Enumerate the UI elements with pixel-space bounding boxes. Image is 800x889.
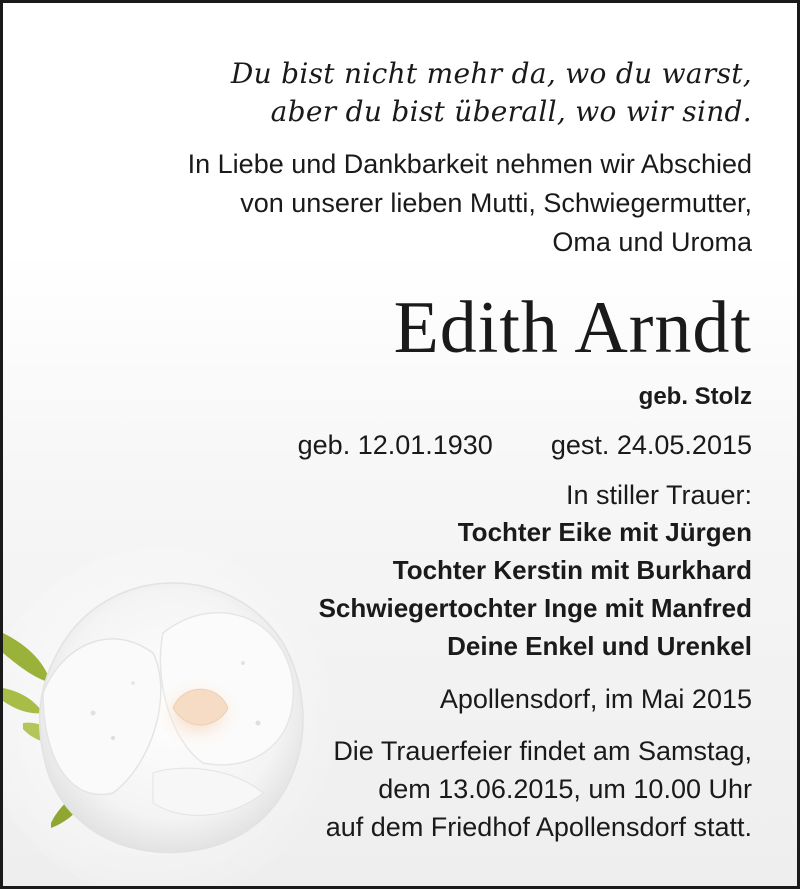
maiden-name: geb. Stolz [638,383,752,410]
verse-line-2: aber du bist überall, wo wir sind. [270,95,752,128]
mourner-item: Deine Enkel und Urenkel [447,631,752,661]
intro-line-2: von unserer lieben Mutti, Schwiegermutter, [240,188,752,218]
funeral-line-3: auf dem Friedhof Apollensdorf statt. [325,812,752,842]
mourners-list [319,513,752,665]
place-date: Apollensdorf, im Mai 2015 [439,684,752,714]
funeral-line-1: Die Trauerfeier findet am Samstag, [333,736,752,766]
birth-date: geb. 12.01.1930 [297,430,493,460]
funeral-line-2: dem 13.06.2015, um 10.00 Uhr [378,774,752,804]
funeral-notice [326,732,752,846]
mourning-heading: In stiller Trauer: [565,480,752,510]
white-rose-icon [3,523,343,889]
mourner-item: Schwiegertochter Inge mit Manfred [318,593,752,623]
mourner-item: Tochter Kerstin mit Burkhard [392,555,752,585]
death-date: gest. 24.05.2015 [550,430,752,460]
deceased-name: Edith Arndt [393,287,752,369]
verse [231,55,752,131]
mourner-item: Tochter Eike mit Jürgen [457,517,752,547]
verse-line-1: Du bist nicht mehr da, wo du warst, [230,57,752,90]
intro-line-1: In Liebe und Dankbarkeit nehmen wir Abschied [187,149,752,179]
farewell-intro [188,145,752,262]
life-dates [298,427,752,463]
intro-line-3: Oma und Uroma [552,227,752,257]
